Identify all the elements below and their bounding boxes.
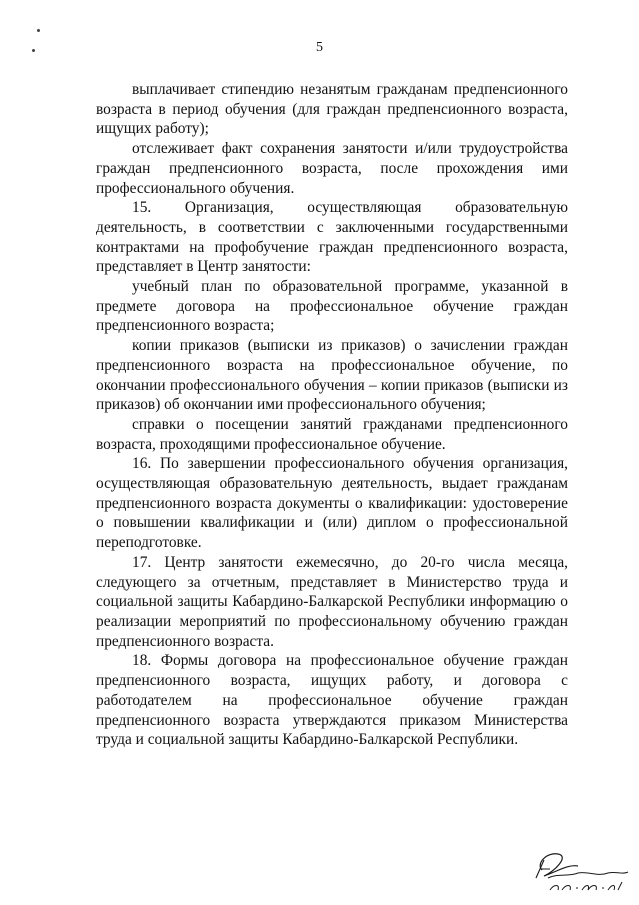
- paragraph: справки о посещении занятий гражданами предпенсионного возраста, проходящими профессиональное обучение.: [96, 415, 568, 453]
- paragraph: копии приказов (выписки из приказов) о зачислении граждан предпенсионного возраста на профессиональное обучение, по окончании профессионального обучения – копии приказов (выписки из приказов) об окончании ими профессионального обучения;: [96, 337, 568, 414]
- paragraph: 17. Центр занятости ежемесячно, до 20-го числа месяца, следующего за отчетным, представляет в Министерство труда и социальной защиты Кабардино-Балкарской Республики информацию о реализации мероприятий по профессиональному обучению граждан предпенсионного возраста.: [96, 553, 568, 650]
- paragraph: 15. Организация, осуществляющая образовательную деятельность, в соответствии с заключенными государственными контрактами на профобучение граждан предпенсионного возраста, представляет в Центр занятости:: [96, 199, 568, 276]
- paragraph: 16. По завершении профессионального обучения организация, осуществляющая образовательную деятельность, выдает гражданам предпенсионного возраста документы о квалификации: удостоверение о повышении квалификации и (или) диплом о профессиональной переподготовке.: [96, 455, 568, 552]
- paragraph: отслеживает факт сохранения занятости и/или трудоустройства граждан предпенсионного возраста, после прохождения ими профессионального обучения.: [96, 140, 568, 197]
- page-number: 5: [316, 40, 323, 55]
- handwritten-signature: [528, 842, 632, 898]
- paragraph: 18. Формы договора на профессиональное обучение граждан предпенсионного возраста, ищущих работу, и договора с работодателем на профессиональное обучение граждан предпенсионного возраста утверждаются приказом Министерства труда и социальной защиты Кабардино-Балкарской Республики.: [96, 652, 568, 749]
- paragraph: выплачивает стипендию незанятым гражданам предпенсионного возраста в период обучения (для граждан предпенсионного возраста, ищущих работу);: [96, 81, 568, 138]
- document-body: [96, 80, 568, 750]
- scan-speck: [37, 29, 40, 32]
- paragraph: учебный план по образовательной программе, указанной в предмете договора на профессиональное обучение граждан предпенсионного возраста;: [96, 278, 568, 335]
